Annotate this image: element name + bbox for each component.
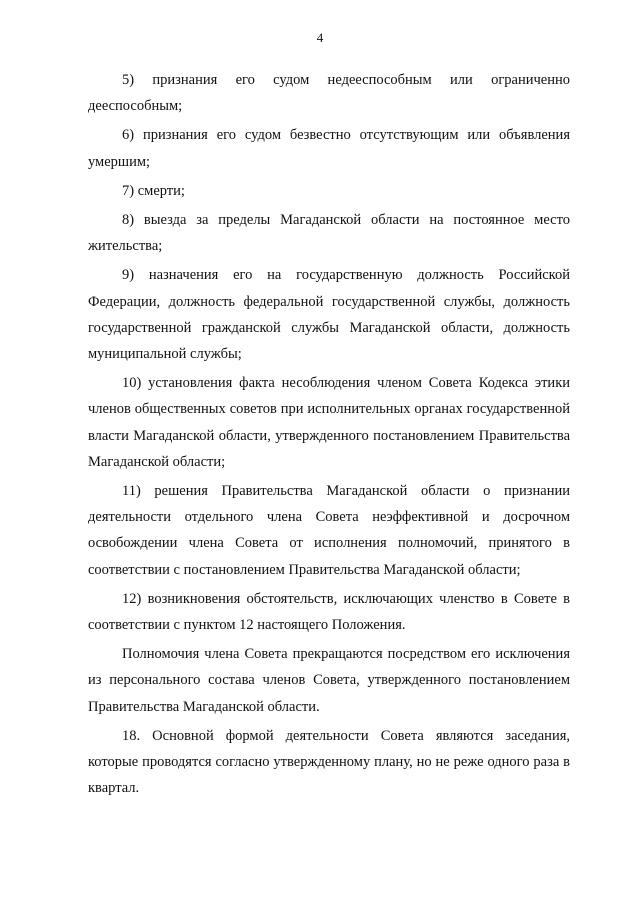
paragraph-item-6: 6) признания его судом безвестно отсутствующим или объявления умершим; (88, 127, 570, 170)
paragraph-item-9: 9) назначения его на государственную должность Российской Федерации, должность федеральной государственной службы, должность государственной гражданской службы Магаданской области, должность муниципальной службы; (88, 267, 570, 363)
paragraph-item-11: 11) решения Правительства Магаданской области о признании деятельности отдельного члена Совета неэффективной и досрочном освобождении члена Совета от исполнения полномочий, принятого в соответствии с постановлением Правительства Магаданской области; (88, 483, 570, 578)
paragraph-item-8: 8) выезда за пределы Магаданской области на постоянное место жительства; (88, 212, 570, 255)
paragraph-item-12: 12) возникновения обстоятельств, исключающих членство в Совете в соответствии с пунктом 12 настоящего Положения. (88, 590, 570, 634)
page-number: 4 (316, 30, 324, 45)
paragraph-item-10: 10) установления факта несоблюдения членом Совета Кодекса этики членов общественных советов при исполнительных органах государственной власти Магаданской области, утвержденного постановлением Правительства Магаданской области; (88, 375, 570, 470)
paragraph-item-7: 7) смерти; (122, 182, 185, 199)
paragraph-section-18: 18. Основной формой деятельности Совета являются заседания, которые проводятся согласно утвержденному плану, но не реже одного раза в квартал. (88, 727, 570, 797)
paragraph-termination: Полномочия члена Совета прекращаются посредством его исключения из персонального состава членов Совета, утвержденного постановлением Правительства Магаданской области. (88, 646, 570, 715)
document-body (88, 67, 570, 801)
paragraph-item-5: 5) признания его судом недееспособным или ограниченно дееспособным; (88, 72, 570, 115)
